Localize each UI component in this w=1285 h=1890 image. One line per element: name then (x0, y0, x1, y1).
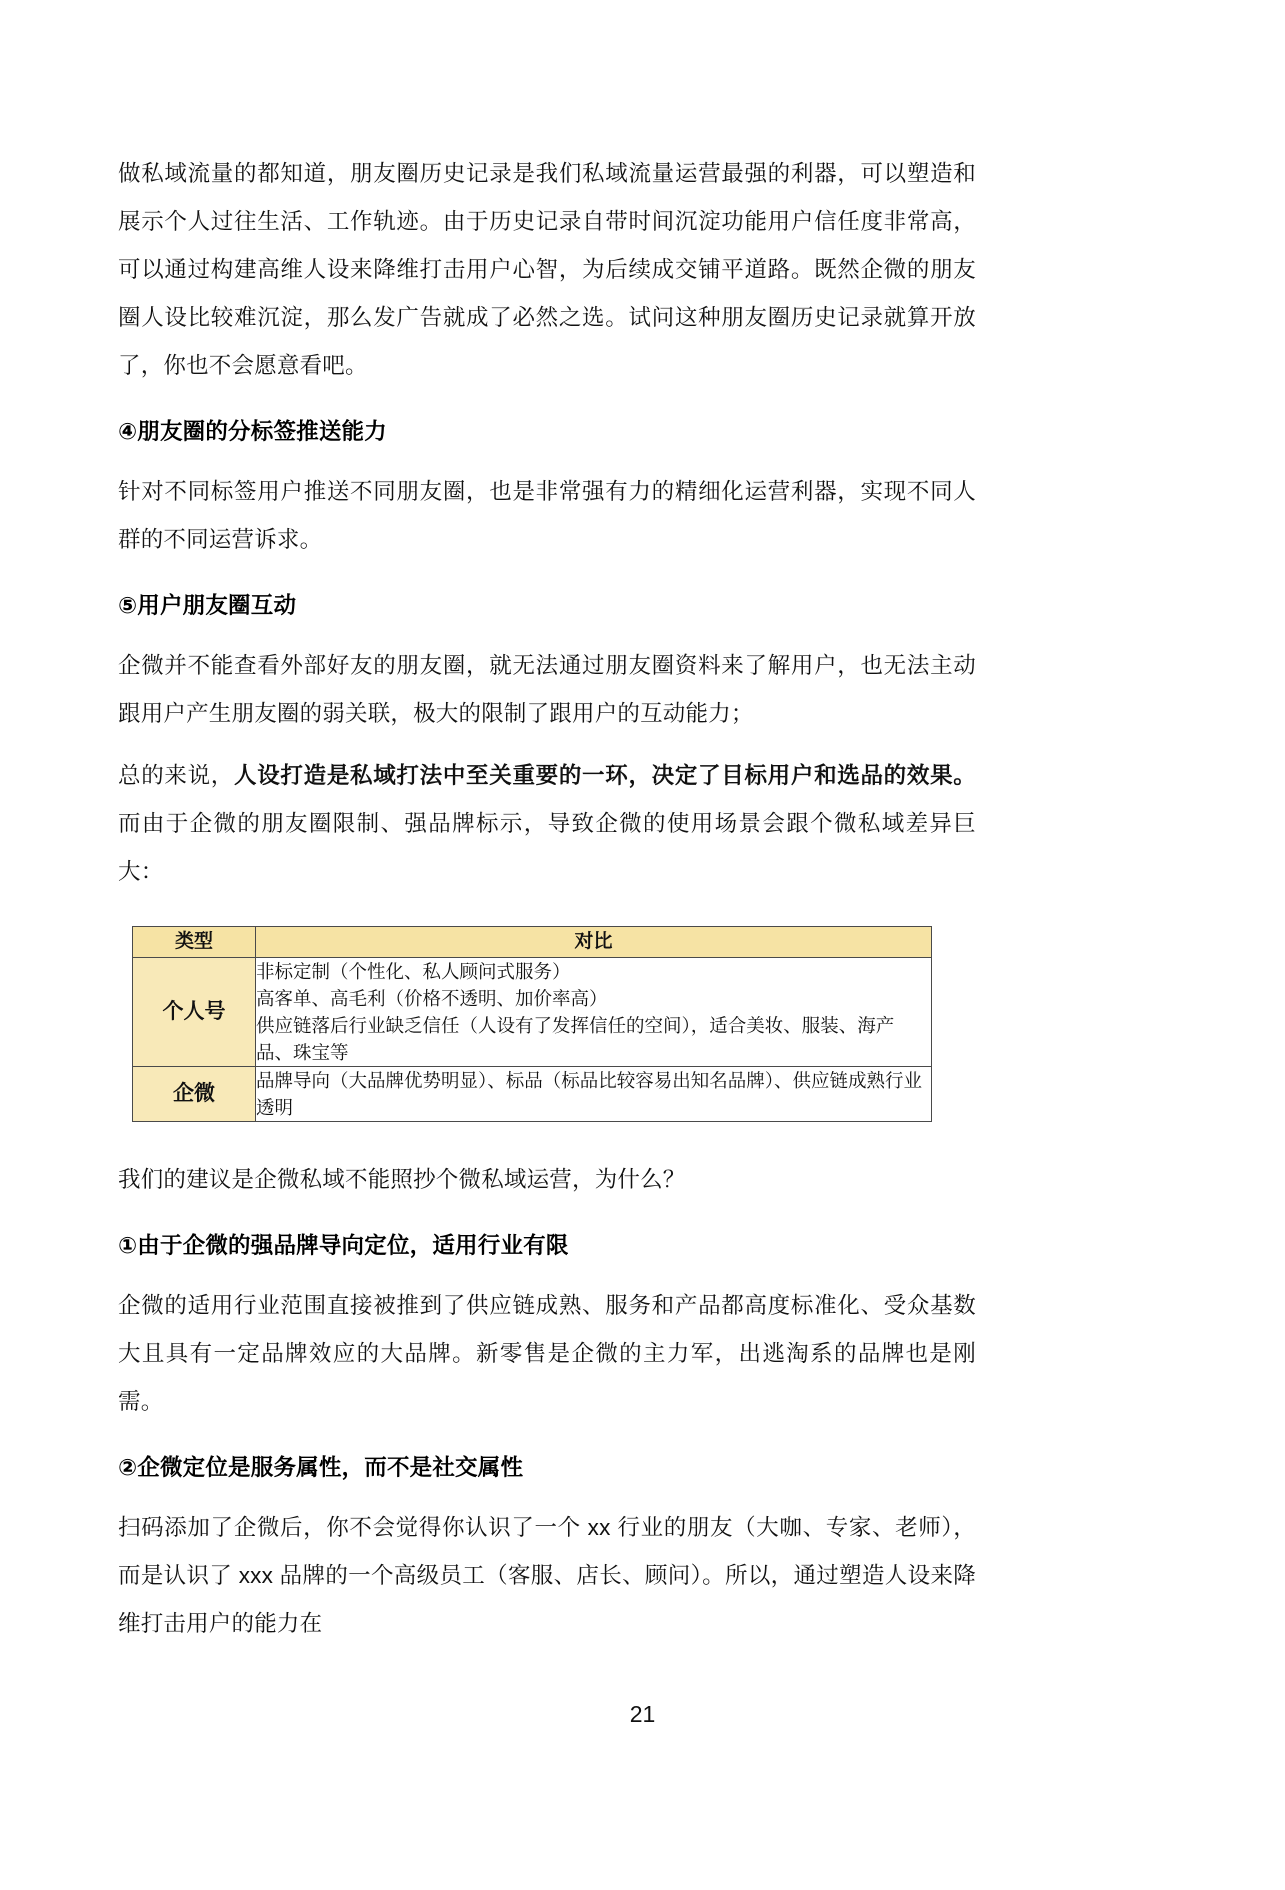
table-cell-type-personal: 个人号 (133, 958, 256, 1067)
heading-limited-industries: ①由于企微的强品牌导向定位，适用行业有限 (118, 1233, 569, 1258)
table-header-compare: 对比 (256, 927, 932, 958)
desc-line: 品牌导向（大品牌优势明显）、标品（标品比较容易出知名品牌）、供应链成熟行业透明 (256, 1070, 923, 1118)
heading-tag-push: ④朋友圈的分标签推送能力 (118, 419, 387, 444)
table-cell-type-qiwei: 企微 (133, 1067, 256, 1122)
summary-run-tail: 而由于企微的朋友圈限制、强品牌标示，导致企微的使用场景会跟个微私域差异巨大： (118, 811, 976, 884)
paragraph-service-attribute: 扫码添加了企微后，你不会觉得你认识了一个 xx 行业的朋友（大咖、专家、老师），而是认识了 xxx 品牌的一个高级员工（客服、店长、顾问）。所以，通过塑造人设来降维打击用户的能力在 (118, 1515, 976, 1636)
paragraph-user-moments-interaction: 企微并不能查看外部好友的朋友圈，就无法通过朋友圈资料来了解用户，也无法主动跟用户产生朋友圈的弱关联，极大的限制了跟用户的互动能力； (118, 653, 976, 726)
paragraph-suggestion: 我们的建议是企微私域不能照抄个微私域运营，为什么？ (118, 1167, 686, 1192)
desc-line: 供应链落后行业缺乏信任（人设有了发挥信任的空间），适合美妆、服装、海产品、珠宝等 (256, 1015, 895, 1063)
table-header-type: 类型 (133, 927, 256, 958)
desc-line: 高客单、高毛利（价格不透明、加价率高） (256, 988, 608, 1009)
summary-run-bold: 人设打造是私域打法中至关重要的一环，决定了目标用户和选品的效果。 (234, 763, 976, 788)
comparison-table-wrapper (132, 926, 932, 1122)
comparison-table (132, 926, 932, 1122)
table-row (133, 1067, 932, 1122)
paragraph-limited-industries: 企微的适用行业范围直接被推到了供应链成熟、服务和产品都高度标准化、受众基数大且具有一定品牌效应的大品牌。新零售是企微的主力军，出逃淘系的品牌也是刚需。 (118, 1293, 976, 1414)
paragraph-tag-push: 针对不同标签用户推送不同朋友圈，也是非常强有力的精细化运营利器，实现不同人群的不同运营诉求。 (118, 479, 976, 552)
table-header-row (133, 927, 932, 958)
heading-service-attribute: ②企微定位是服务属性，而不是社交属性 (118, 1455, 524, 1480)
page-content (118, 150, 976, 1662)
table-row (133, 958, 932, 1067)
page-number: 21 (629, 1701, 656, 1727)
desc-line: 非标定制（个性化、私人顾问式服务） (256, 961, 571, 982)
heading-user-moments-interaction: ⑤用户朋友圈互动 (118, 593, 297, 618)
paragraph-summary (118, 752, 976, 896)
table-cell-desc-qiwei (256, 1067, 932, 1122)
table-cell-desc-personal (256, 958, 932, 1067)
paragraph-moments-history: 做私域流量的都知道，朋友圈历史记录是我们私域流量运营最强的利器，可以塑造和展示个人过往生活、工作轨迹。由于历史记录自带时间沉淀功能用户信任度非常高，可以通过构建高维人设来降维打击用户心智，为后续成交铺平道路。既然企微的朋友圈人设比较难沉淀，那么发广告就成了必然之选。试问这种朋友圈历史记录就算开放了，你也不会愿意看吧。 (118, 161, 976, 378)
summary-run-lead: 总的来说， (118, 763, 235, 788)
